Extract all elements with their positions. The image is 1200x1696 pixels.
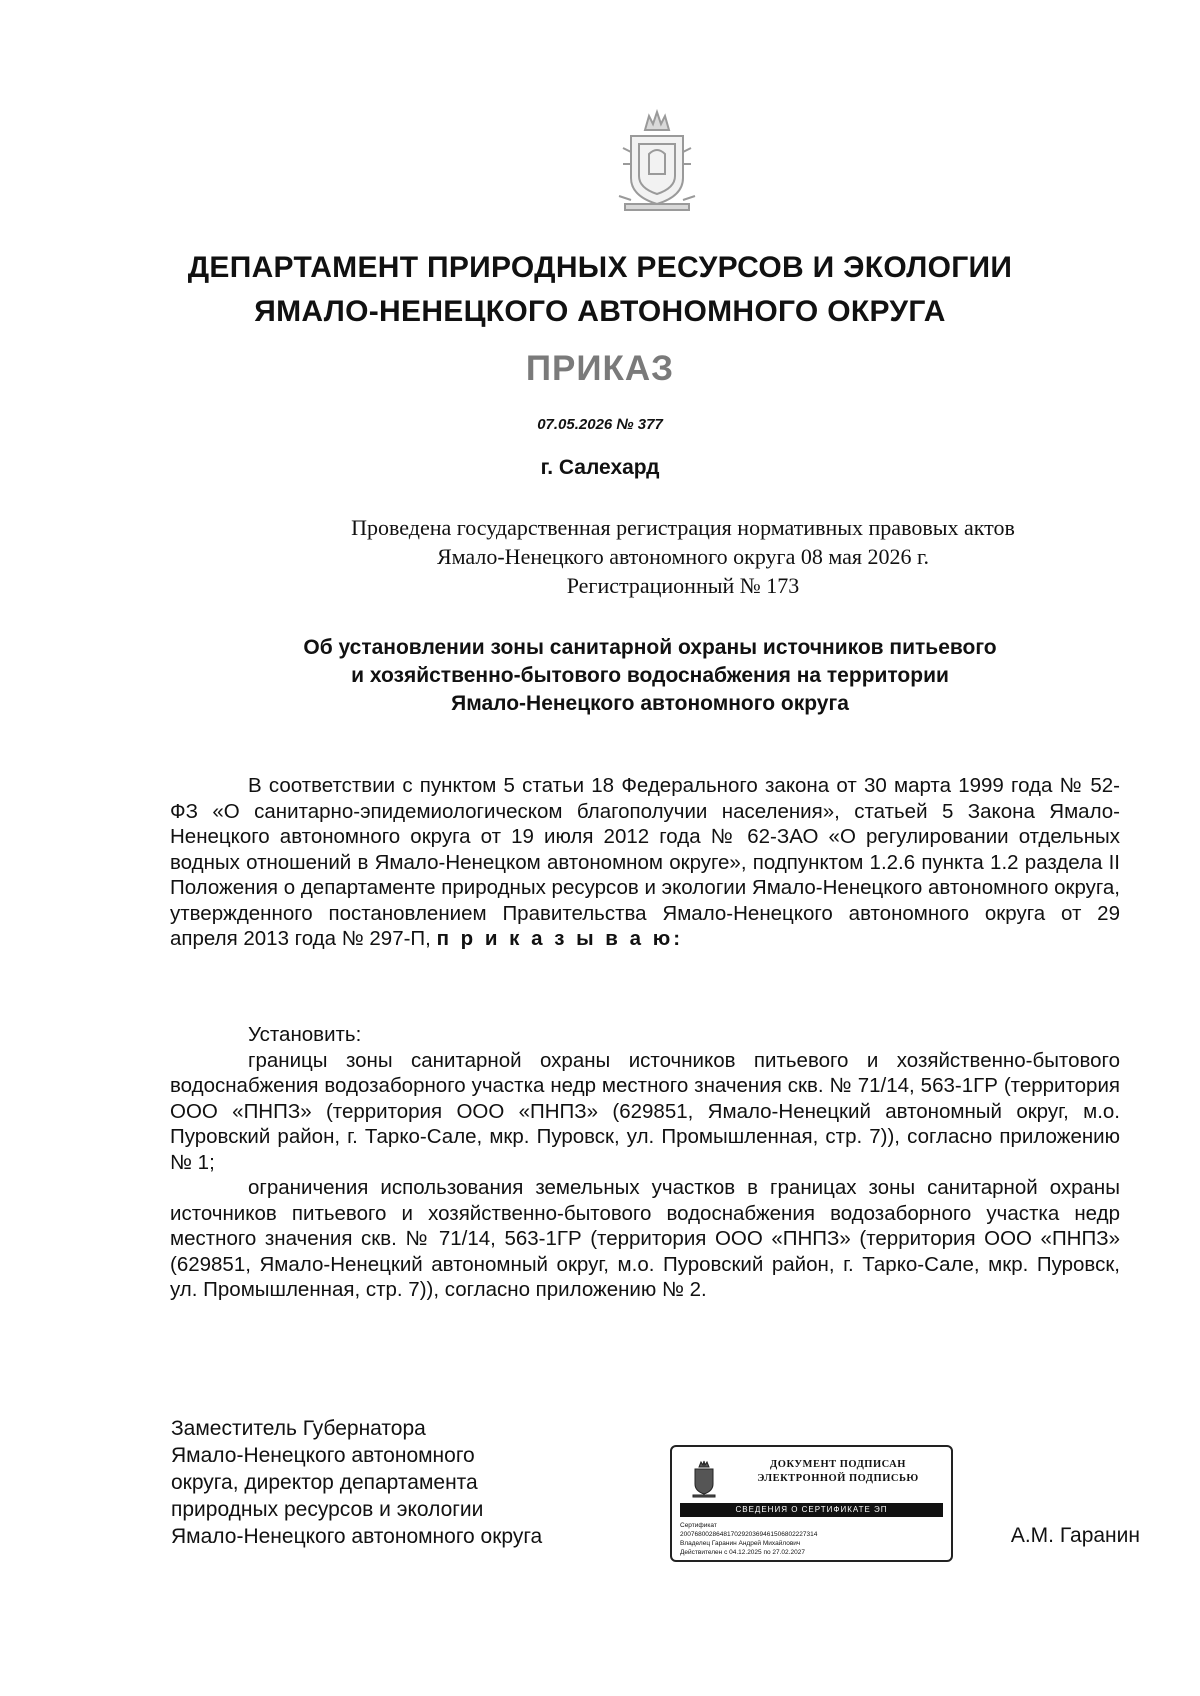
order-item-1: границы зоны санитарной охраны источников питьевого и хозяйственно-бытового водоснабжения водозаборного участка недр местного значения скв. № 71/14, 563-1ГР (территория ООО «ПНПЗ» (территория ООО «ПНПЗ» (629851, Ямало-Ненецкий автономный округ, м.о. Пуровский район, г. Тарко-Сале, мкр. Пуровск, ул. Промышленная, стр. 7)), согласно приложению № 1;: [170, 1048, 1120, 1174]
stamp-line-3: Владелец Гаранин Андрей Михайлович: [680, 1540, 801, 1547]
subject-line-1: Об установлении зоны санитарной охраны источников питьевого: [303, 636, 997, 659]
signatory-title-line-2: Ямало-Ненецкого автономного: [171, 1444, 475, 1467]
subject-line-3: Ямало-Ненецкого автономного округа: [451, 692, 849, 715]
registration-note: [268, 513, 1098, 600]
yamal-nenets-coat-of-arms-icon: [617, 108, 697, 214]
stamp-header: [730, 1458, 946, 1486]
registration-line-2: Ямало-Ненецкого автономного округа 08 мая 2026 г.: [436, 544, 930, 569]
department-heading: [0, 246, 1200, 334]
subject-line-2: и хозяйственно-бытового водоснабжения на территории: [351, 664, 949, 687]
stamp-line-2: 20076800286481702920369461506802227314: [680, 1531, 818, 1538]
stamp-line-4: Действителен с 04.12.2025 по 27.02.2027: [680, 1549, 805, 1556]
decree-word: п р и к а з ы в а ю:: [436, 927, 684, 950]
department-line-2: ЯМАЛО-НЕНЕЦКОГО АВТОНОМНОГО ОКРУГА: [254, 295, 946, 328]
stamp-line-1: Сертификат: [680, 1522, 717, 1529]
stamp-coat-of-arms-icon: [690, 1460, 718, 1498]
signatory-title-line-1: Заместитель Губернатора: [171, 1417, 426, 1440]
stamp-certificate-bar: СВЕДЕНИЯ О СЕРТИФИКАТЕ ЭП: [680, 1503, 943, 1517]
date-and-number: 07.05.2026 № 377: [537, 416, 663, 433]
signer-name: А.М. Гаранин: [1010, 1524, 1140, 1547]
registration-line-3: Регистрационный № 173: [566, 573, 800, 598]
document-subject: [200, 634, 1100, 718]
signatory-title-line-4: природных ресурсов и экологии: [171, 1498, 484, 1521]
stamp-header-line-1: ДОКУМЕНТ ПОДПИСАН: [770, 1459, 906, 1470]
preamble-paragraph: [170, 773, 1120, 952]
stamp-header-line-2: ЭЛЕКТРОННОЙ ПОДПИСЬЮ: [757, 1473, 919, 1484]
order-item-2: ограничения использования земельных участков в границах зоны санитарной охраны источников питьевого и хозяйственно-бытового водоснабжения водозаборного участка недр местного значения скв. № 71/14, 563-1ГР (территория ООО «ПНПЗ» (территория ООО «ПНПЗ» (629851, Ямало-Ненецкий автономный округ, м.о. Пуровский район, г. Тарко-Сале, мкр. Пуровск, ул. Промышленная, стр. 7)), согласно приложению № 2.: [170, 1176, 1120, 1301]
signatory-title: [171, 1415, 611, 1550]
order-intro: Установить:: [248, 1023, 362, 1046]
city: г. Салехард: [540, 456, 660, 479]
signatory-title-line-3: округа, директор департамента: [171, 1471, 478, 1494]
coat-of-arms-emblem: [617, 108, 697, 214]
signatory-title-line-5: Ямало-Ненецкого автономного округа: [171, 1525, 543, 1548]
department-line-1: ДЕПАРТАМЕНТ ПРИРОДНЫХ РЕСУРСОВ И ЭКОЛОГИИ: [187, 251, 1013, 284]
order-body: [170, 1022, 1120, 1303]
registration-line-1: Проведена государственная регистрация нормативных правовых актов: [351, 515, 1015, 540]
preamble-text: В соответствии с пунктом 5 статьи 18 Федерального закона от 30 марта 1999 года № 52-ФЗ «О санитарно-эпидемиологическом благополучии населения», статьей 5 Закона Ямало-Ненецкого автономного округа от 19 июля 2012 года № 62-ЗАО «О регулировании отдельных водных отношений в Ямало-Ненецком автономном округе», подпунктом 1.2.6 пункта 1.2 раздела II Положения о департаменте природных ресурсов и экологии Ямало-Ненецкого автономного округа, утвержденного постановлением Правительства Ямало-Ненецкого автономного округа от 29 апреля 2013 года № 297-П,: [170, 774, 1120, 950]
document-type: ПРИКАЗ: [525, 349, 675, 388]
